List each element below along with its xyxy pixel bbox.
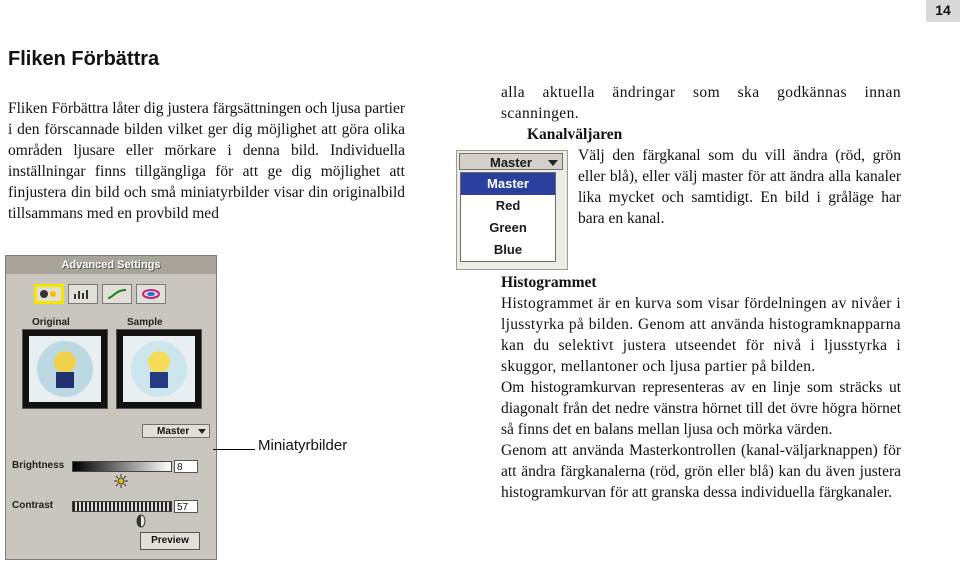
channel-selector-heading: Kanalväljaren bbox=[527, 126, 623, 143]
channel-dropdown-widget bbox=[456, 150, 568, 270]
color-wheel-icon bbox=[141, 289, 161, 299]
channel-option-red[interactable]: Red bbox=[495, 198, 521, 213]
sun-icon bbox=[114, 474, 128, 488]
channel-dropdown-value: Master bbox=[490, 155, 532, 170]
preview-button[interactable]: Preview bbox=[140, 532, 200, 550]
channel-selector-text: Välj den färgkanal som du vill ändra (röd, grön eller blå), eller välj master för att ändra alla kanaler lika mycket och samtidigt. En bild i gråläge har bara en kanal. bbox=[578, 147, 901, 227]
thumbnails-callout-label: Miniatyrbilder bbox=[258, 437, 348, 454]
brightness-contrast-icon bbox=[39, 289, 59, 299]
panel-channel-value: Master bbox=[157, 426, 190, 437]
channel-options-list bbox=[460, 172, 556, 262]
color-balance-tool-button[interactable] bbox=[136, 284, 166, 304]
contrast-handle-icon[interactable] bbox=[136, 514, 146, 528]
histogram-paragraph-2: Om histogramkurvan representeras av en linje som sträcks ut diagonalt från det nedre vänstra hörnet till det övre högra hörnet så finns det en balans mellan ljusa och mörka värden. bbox=[501, 379, 901, 438]
callout-line bbox=[213, 449, 255, 450]
sample-thumbnail-image bbox=[123, 336, 195, 402]
contrast-label: Contrast bbox=[12, 500, 54, 511]
levels-tool-button[interactable] bbox=[68, 284, 98, 304]
histogram-paragraph-1: Histogrammet är en kurva som visar fördelningen av nivåer i ljusstyrka på bilden. Genom att använda histogramknapparna kan du selektivt justera utseendet för nivå i ljusstyrka i skuggor, mellantoner och ljusa partier på bilden. bbox=[501, 295, 901, 375]
chevron-down-icon bbox=[548, 160, 558, 166]
intro-paragraph: Fliken Förbättra låter dig justera färgsättningen och ljusa partier i den förscannade bilden vilket ger dig möjlighet att göra olika områden ljusare eller mörkare i denna bild. Individuella inställningar finns tillgängliga för att ge dig möjlighet att finjustera din bild och små miniatyrbilder visar din originalbild tillsammans med en provbild med bbox=[8, 100, 405, 222]
continuation-paragraph: alla aktuella ändringar som ska godkännas innan scanningen. bbox=[501, 84, 901, 122]
advanced-settings-panel bbox=[5, 255, 217, 560]
brightness-label: Brightness bbox=[12, 460, 65, 471]
channel-option-green[interactable]: Green bbox=[489, 220, 527, 235]
page-title: Fliken Förbättra bbox=[8, 48, 160, 70]
chevron-down-icon bbox=[198, 429, 206, 434]
curves-tool-button[interactable] bbox=[102, 284, 132, 304]
brightness-value[interactable]: 8 bbox=[174, 460, 198, 473]
contrast-value[interactable]: 57 bbox=[174, 500, 198, 513]
panel-channel-select[interactable] bbox=[142, 424, 210, 438]
brightness-contrast-tool-button[interactable] bbox=[34, 284, 64, 304]
brightness-slider[interactable] bbox=[72, 461, 172, 472]
sample-thumbnail bbox=[116, 329, 202, 409]
channel-option-master[interactable]: Master bbox=[461, 173, 555, 195]
histogram-section bbox=[501, 272, 901, 503]
histogram-heading: Histogrammet bbox=[501, 274, 597, 291]
channel-dropdown[interactable] bbox=[459, 153, 563, 170]
panel-toolbar bbox=[34, 284, 166, 306]
original-thumbnail bbox=[22, 329, 108, 409]
sample-label: Sample bbox=[127, 317, 163, 328]
channel-option-blue[interactable]: Blue bbox=[493, 242, 523, 257]
contrast-slider[interactable] bbox=[72, 501, 172, 512]
histogram-paragraph-3: Genom att använda Masterkontrollen (kanal-väljarknappen) för att ändra färgkanalerna (röd, grön eller blå) kan du även justera histogramkurvan för att granska dessa individuella färgkanaler. bbox=[501, 442, 901, 501]
levels-icon bbox=[73, 289, 93, 299]
page-number: 14 bbox=[926, 0, 960, 22]
panel-title: Advanced Settings bbox=[6, 256, 216, 274]
curve-icon bbox=[107, 289, 127, 299]
original-label: Original bbox=[32, 317, 70, 328]
original-thumbnail-image bbox=[29, 336, 101, 402]
